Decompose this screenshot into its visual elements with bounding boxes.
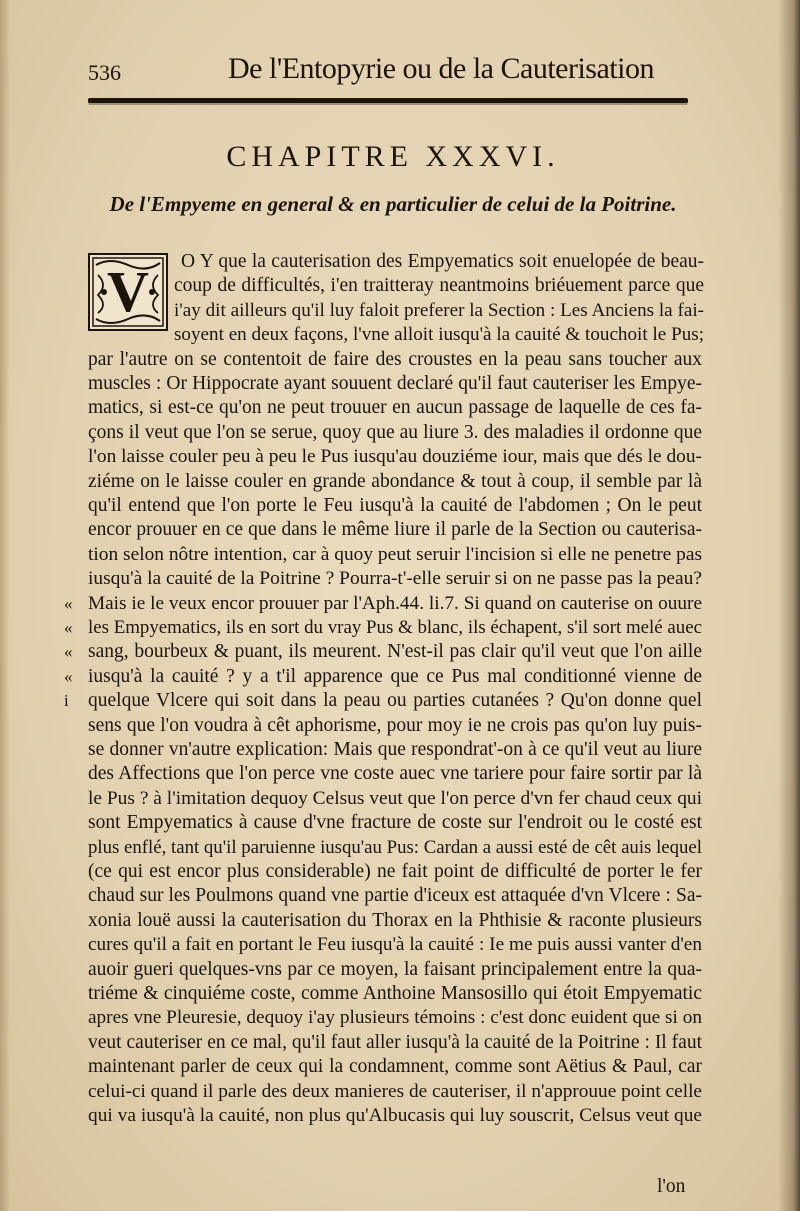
catchword: l'on bbox=[657, 1176, 686, 1197]
text-line: le Pus ? à l'imitation dequoy Celsus veut que l'on perce d'vn fer chaud ceux qui bbox=[88, 787, 702, 809]
text-line: plus enflé, tant qu'il paruienne iusqu'au Pus: Cardan a aussi esté de cêt auis lequel bbox=[88, 836, 702, 858]
chapter-title: CHAPITRE XXXVI. bbox=[226, 140, 560, 173]
text-line: çons il veut que l'on se serue, quoy que au liure 3. des maladies il ordonne que bbox=[88, 421, 702, 443]
text-line: sang, bourbeux & puant, ils meurent. N'est-il pas clair qu'il veut que l'on aille bbox=[88, 641, 702, 663]
text-line: l'on laisse couler peu à peu le Pus iusqu'au douziéme iour, mais que dés le dou- bbox=[88, 446, 702, 468]
text-line: iusqu'à la cauité de la Poitrine ? Pourra-t'-elle seruir si on ne passe pas la peau? bbox=[88, 568, 702, 590]
text-line: qu'il entend que l'on porte le Feu iusqu'à la cauité de l'abdomen ; On le peut bbox=[88, 495, 702, 516]
text-line: tion selon nôtre intention, car à quoy peut seruir l'incision si elle ne penetre pas bbox=[88, 543, 702, 565]
text-line: auoir gueri quelques-vns par ce moyen, la faisant principalement entre la qua- bbox=[88, 958, 702, 980]
text-line: encor prouuer en ce que dans le même liure il parle de la Section ou cauterisa- bbox=[88, 519, 702, 541]
text-line: sens que l'on voudra à cêt aphorisme, pour moy ie ne crois pas qu'on luy puis- bbox=[88, 714, 702, 736]
text-line: (ce qui est encor plus considerable) ne fait point de difficulté de porter le fer bbox=[88, 861, 702, 882]
page-header bbox=[88, 44, 688, 90]
text-line: chaud sur les Poulmons quand vne partie d'iceux est attaquée d'vn Vlcere : Sa- bbox=[88, 885, 702, 907]
text-line: apres vne Pleuresie, dequoy i'ay plusieurs témoins : c'est donc euident que si on bbox=[88, 1007, 702, 1029]
text-line: i'ay dit ailleurs qu'il luy faloit preferer la Section : Les Anciens la fai- bbox=[174, 299, 704, 321]
text-line: matics, si est-ce qu'on ne peut trouuer en aucun passage de laquelle de ces fa- bbox=[88, 397, 702, 419]
decorated-initial bbox=[88, 253, 168, 331]
spine-shadow bbox=[778, 0, 800, 1211]
text-line: cures qu'il a fait en portant le Feu iusqu'à la cauité : Ie me puis aussi vanter d'en bbox=[88, 934, 702, 956]
text-line: xonia louë aussi la cauterisation du Thorax en la Phthisie & raconte plusieurs bbox=[88, 909, 702, 931]
text-line: maintenant parler de ceux qui la condamnent, comme sont Aëtius & Paul, car bbox=[88, 1056, 702, 1078]
text-line: soyent en deux façons, l'vne alloit iusqu'à la cauité & touchoit le Pus; bbox=[174, 324, 704, 346]
margin-quote-mark: « bbox=[64, 618, 73, 637]
text-line: triéme & cinquiéme coste, comme Anthoine Mansosillo qui étoit Empyematic bbox=[88, 983, 702, 1004]
text-line: quelque Vlcere qui soit dans la peau ou parties cutanées ? Qu'on donne quel bbox=[88, 690, 702, 712]
margin-quote-mark: « bbox=[64, 642, 73, 662]
page-left-edge bbox=[0, 0, 10, 1211]
text-line: qui va iusqu'à la cauité, non plus qu'Albucasis qui luy souscrit, Celsus veut que bbox=[88, 1105, 702, 1126]
text-line: Mais ie le veux encor prouuer par l'Aph.44. li.7. Si quand on cauterise on ouure bbox=[88, 592, 702, 614]
text-line: des Affections que l'on perce vne coste auec vne tariere pour faire sortir par là bbox=[88, 763, 702, 785]
text-line: les Empyematics, ils en sort du vray Pus & blanc, ils échapent, s'il sort melé auec bbox=[88, 617, 702, 638]
margin-quote-mark: « bbox=[64, 593, 73, 613]
text-line: coup de difficultés, i'en traitteray neantmoins briéuement parce que bbox=[174, 275, 704, 297]
text-line: celui-ci quand il parle des deux manieres de cauteriser, il n'approuue point celle bbox=[88, 1080, 702, 1102]
initial-letter: V bbox=[107, 259, 149, 324]
chapter-subtitle: De l'Empyeme en general & en particulier de celui de la Poitrine. bbox=[109, 192, 677, 216]
running-head: De l'Entopyrie ou de la Cauterisation bbox=[228, 52, 654, 85]
margin-quote-mark: « bbox=[64, 666, 73, 686]
text-line: veut cauteriser en ce mal, qu'il faut aller iusqu'à la cauité de la Poitrine : Il faut bbox=[88, 1031, 702, 1053]
text-line: se donner vn'autre explication: Mais que respondrat'-on à ce qu'il veut au liure bbox=[88, 739, 702, 760]
text-line: muscles : Or Hippocrate ayant souuent declaré qu'il faut cauteriser les Empye- bbox=[88, 373, 702, 394]
text-line: ziéme on le laisse couler en grande abondance & tout à coup, il semble par là bbox=[88, 470, 702, 492]
text-line: O Y que la cauterisation des Empyematics soit enuelopée de beau- bbox=[181, 251, 704, 272]
header-rule bbox=[88, 98, 688, 103]
margin-quote-mark: i bbox=[64, 691, 69, 711]
page-number: 536 bbox=[88, 60, 121, 85]
text-line: iusqu'à la cauité ? y a t'il apparence que ce Pus mal conditionné vienne de bbox=[88, 665, 702, 687]
text-line: par l'autre on se contentoit de faire des croustes en la peau sans toucher aux bbox=[88, 348, 702, 370]
text-line: sont Empyematics à cause d'vne fracture de coste sur l'endroit ou le costé est bbox=[88, 812, 702, 834]
